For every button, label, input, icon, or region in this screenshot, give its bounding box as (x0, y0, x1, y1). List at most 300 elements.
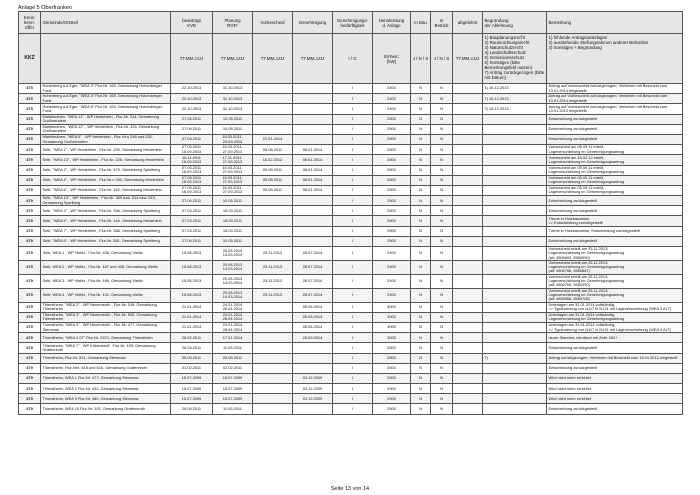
cell-ort: Marktleuthen, "WEA 11" , WP Heidehlein , Flur-Nr. 314, Gemarkung Großwendern (41, 114, 171, 124)
cell-begr (483, 333, 547, 343)
cell-begr (483, 312, 547, 322)
cell-planung: 10.05.2011 (213, 236, 253, 246)
cell-vorbescheid: 25.11.2013 (253, 288, 293, 302)
cell-bem: Wird nicht mehr errichtet (547, 373, 683, 383)
cell-bau: N (411, 226, 431, 236)
cell-bem: Unterlagen am 31.01.2014 vollständig, => Typänderung von N117 in N131 mit Lageverschiebung (WEA 4 ALT) (547, 322, 683, 332)
cell-ig: I (333, 247, 373, 261)
cell-genehmigung: 08.01.2014 (293, 175, 333, 185)
cell-genehmigung (293, 226, 333, 236)
cell-ort: Selb, "WEA 13" , WP Heidehlein , Flur-Nr. 225, Gemarkung Heidehlein (41, 155, 171, 165)
cell-planung: 16.03.2011, 27.09.2013 (213, 145, 253, 155)
cell-ig: I (333, 84, 373, 94)
cell-bem: Vorbescheid erteilt am 25.11.2013; Lageverschiebung im Genehmigungsantrag (alt: 4506768, 5560887) (547, 260, 683, 274)
cell-beantragt: 28.02.2011 (171, 333, 213, 343)
cell-bau: N (411, 260, 431, 274)
cell-ig: I (333, 236, 373, 246)
cell-ort: Selb, WEA 3 , WP Vielitz , Flur-Nr. 166, Gemarkung Vielitz (41, 274, 171, 288)
cell-begr: 7) (483, 353, 547, 363)
cell-begr: 7) 16.12.2013 (483, 94, 547, 104)
cell-ig: I (333, 216, 373, 226)
cell-kw: 2500 (373, 343, 411, 353)
cell-bem: Antrag auf Vorbescheid zurückgezogen; Verfahren mit Bescheid vom 13.01.2014 eingestellt (547, 104, 683, 114)
cell-bau: N (411, 216, 431, 226)
cell-betrieb: N (431, 104, 453, 114)
sub-date-vorbescheid: TT.MM.JJJJ (253, 34, 293, 84)
cell-abgelehnt (453, 124, 483, 134)
cell-genehmigung: 25.09.2014 (293, 333, 333, 343)
cell-ig: I (333, 206, 373, 216)
cell-ort: Thierstheim, Flur-Nr. 521, Gemarkung Stemmas (41, 353, 171, 363)
cell-betrieb: N (431, 404, 453, 414)
cell-ig: I (333, 302, 373, 312)
cell-planung: 16.03.2011, 27.09.2013 (213, 165, 253, 175)
cell-abgelehnt (453, 196, 483, 206)
table-row (19, 260, 683, 274)
cell-ort: Thierstheim, "WEA 4" , WP Neuenreuth , Flur-Nr. 477, Gemarkung Stemmas (41, 322, 171, 332)
cell-begr (483, 394, 547, 404)
cell-bem: Entscheidung zurückgestellt (547, 236, 683, 246)
table-row (19, 134, 683, 144)
cell-bau: N (411, 373, 431, 383)
cell-kkz: 479 (19, 312, 41, 322)
cell-kkz: 479 (19, 145, 41, 155)
cell-bau: N (411, 94, 431, 104)
cell-betrieb: N (431, 155, 453, 165)
cell-bau: N (411, 247, 431, 261)
cell-beantragt: 07.03.2011 16.09.2013 (171, 175, 213, 185)
cell-beantragt: 26.04.2011 (171, 343, 213, 353)
cell-beantragt: 22.10.2013 (171, 94, 213, 104)
cell-betrieb: N (431, 312, 453, 322)
cell-abgelehnt (453, 165, 483, 175)
cell-ort: Thierstheim, Flur-Nrn. 615 und 616, Gemarkung Grafenreuth (41, 363, 171, 373)
cell-kw: 2500 (373, 134, 411, 144)
cell-vorbescheid (253, 94, 293, 104)
cell-vorbescheid: 05.09.2011 (253, 185, 293, 195)
cell-begr (483, 226, 547, 236)
cell-bem: Entscheidung zurückgestellt (547, 363, 683, 373)
cell-kkz: 479 (19, 185, 41, 195)
cell-bem: Unterlagen am 31.01.2014 vollständig, => Typänderung von N117 in N131 mit Lageverschiebung (WEA 3 ALT) (547, 302, 683, 312)
cell-ig: I (333, 155, 373, 165)
cell-kw: 2400 (373, 274, 411, 288)
header-row (19, 12, 683, 34)
cell-kw: 3000 (373, 312, 411, 322)
cell-vorbescheid: 05.09.2011 (253, 175, 293, 185)
cell-bem: neuer Standort, identisch mit Zeile 299 ! (547, 333, 683, 343)
table-row (19, 343, 683, 353)
cell-ort: Thierstheim, WEA 10 Flur-Nr. 192, Gemarkung Grafenreuth (41, 404, 171, 414)
table-row (19, 384, 683, 394)
cell-genehmigung: 28.07.2014 (293, 288, 333, 302)
table-row (19, 165, 683, 175)
cell-kw: 2400 (373, 84, 411, 94)
cell-ort: Selb, "WEA 3" , WP Heidehlein , Flur-Nr. 396, Gemarkung Spielberg (41, 206, 171, 216)
cell-abgelehnt (453, 274, 483, 288)
cell-begr (483, 165, 547, 175)
cell-genehmigung (293, 216, 333, 226)
cell-planung: 20.08.2013 14.03.2014 (213, 274, 253, 288)
cell-bem: Entscheidung zurückgestellt (547, 404, 683, 414)
cell-kw: 2400 (373, 104, 411, 114)
cell-ig: I (333, 353, 373, 363)
cell-ort: Selb, "WEA 1" , WP Heidehlein , Flur-Nr. 259, Gemarkung Heidehlein (41, 145, 171, 155)
cell-bau: N (411, 145, 431, 155)
cell-ig: I (333, 165, 373, 175)
cell-betrieb: N (431, 322, 453, 332)
cell-ort: Thierstheim, "WEA 2" , WP Neuenreuth , Flur-Nr. 516, Gemarkung Thierstheim (41, 302, 171, 312)
cell-kkz: 479 (19, 260, 41, 274)
cell-beantragt: 07.03.2011 (171, 134, 213, 144)
cell-ig: I (333, 185, 373, 195)
cell-vorbescheid: 21.01.2014 (253, 134, 293, 144)
cell-genehmigung (293, 114, 333, 124)
cell-betrieb: N (431, 134, 453, 144)
cell-bem: Antrag auf Vorbescheid zurückgezogen; Verfahren mit Bescheid vom 13.01.2014 eingestellt (547, 84, 683, 94)
cell-kkz: 479 (19, 353, 41, 363)
cell-abgelehnt (453, 94, 483, 104)
cell-kw: 2500 (373, 236, 411, 246)
cell-beantragt: 07.03.2011 (171, 206, 213, 216)
cell-betrieb: N (431, 288, 453, 302)
cell-begr: 7) 16.12.2013 (483, 104, 547, 114)
cell-kkz: 479 (19, 165, 41, 175)
cell-bau: N (411, 353, 431, 363)
col-genehmigung: Genehmigung (293, 12, 333, 34)
col-bedarf: Genehmigungs- bedürftigkeit (333, 12, 373, 34)
cell-vorbescheid (253, 373, 293, 383)
cell-bem: Vorbescheid am 05.09.11 erteilt, Lageverschiebung im Genehmigungsantrag (547, 175, 683, 185)
cell-bau: N (411, 185, 431, 195)
cell-abgelehnt (453, 236, 483, 246)
cell-abgelehnt (453, 404, 483, 414)
cell-bem: Vorbescheid erteilt am 25.11.2013; Lageverschiebung im Genehmigungsantrag (alt: 4506765, 5560390) (547, 274, 683, 288)
cell-betrieb: N (431, 175, 453, 185)
cell-genehmigung: 03.12.2009 (293, 384, 333, 394)
cell-planung: 20.08.2013 14.03.2014 (213, 288, 253, 302)
cell-vorbescheid: 25.11.2013 (253, 247, 293, 261)
cell-kkz: 479 (19, 404, 41, 414)
cell-abgelehnt (453, 302, 483, 312)
cell-planung: 16.03.2011, 27.09.2013 (213, 175, 253, 185)
cell-bem: Entscheidung zurückgestellt (547, 134, 683, 144)
sub-reasons-legend: 1) Bauplanungsrecht 2) Raumordnungsrecht 3) Naturschutzrecht 4) Landschaftsschutz 5) Immissionsschutz 6) Sonstiges (bitte Bemerkungsfeld nutzen) 7) Antrag zurückgezogen (bitte mit Datum) (483, 34, 547, 84)
cell-ort: Selb, "WEA 5" , WP Heidehlein , Flur-Nr. 144, Gemarkung Heidehlein (41, 216, 171, 226)
table-row (19, 274, 683, 288)
cell-planung: 10.05.2011 (213, 114, 253, 124)
cell-vorbescheid (253, 384, 293, 394)
cell-ort: Thierstheim, "WEA 7" , WP Köberstedt", Flur-Nr. 109, Gemarkung Grafenreuth (41, 343, 171, 353)
cell-begr (483, 363, 547, 373)
cell-begr (483, 216, 547, 226)
cell-ig: I (333, 260, 373, 274)
cell-abgelehnt (453, 226, 483, 236)
cell-planung: 15.07.2009 (213, 384, 253, 394)
cell-ort: Selb, WEA 2 , WP Vielitz , Flur-Nr. 187 und 428, Gemarkung Vielitz (41, 260, 171, 274)
cell-begr (483, 404, 547, 414)
cell-beantragt: 27.04.2011 (171, 196, 213, 206)
cell-abgelehnt (453, 363, 483, 373)
cell-beantragt: 15.08.2013 (171, 288, 213, 302)
cell-vorbescheid (253, 353, 293, 363)
cell-begr: 1) 16.12.2013 (483, 84, 547, 94)
cell-bem: Vorbescheid am 05.09.11 erteilt, Lageverschiebung im Genehmigungsantrag (547, 145, 683, 155)
cell-planung: 05.09.2011 (213, 353, 253, 363)
cell-ort: Thierstheim, WEA 2 Flur-Nr. 432, Gemarkung Stemmas (41, 384, 171, 394)
table-row (19, 104, 683, 114)
sub-jns-betrieb: J / N / S (431, 34, 453, 84)
cell-bau: N (411, 134, 431, 144)
cell-planung: 02.02.2011 (213, 363, 253, 373)
table-row (19, 185, 683, 195)
cell-beantragt: 05.09.2011 (171, 353, 213, 363)
cell-ort: Marktleuthen, "WEA 6" , WP Heidehlein , Flur-Nr.n 248 und 252, Gemarkung Großwendern (41, 134, 171, 144)
cell-kw: 3000 (373, 322, 411, 332)
table-row (19, 216, 683, 226)
col-nennleistung: Nennleistung d. Anlage (373, 12, 411, 34)
cell-betrieb: N (431, 353, 453, 363)
table-row (19, 84, 683, 94)
cell-begr (483, 288, 547, 302)
cell-kw: 2500 (373, 175, 411, 185)
cell-vorbescheid (253, 333, 293, 343)
cell-abgelehnt (453, 333, 483, 343)
subheader-row (19, 34, 683, 84)
cell-bem: Entscheidung zurückgestellt (547, 343, 683, 353)
cell-beantragt: 22.10.2013 (171, 84, 213, 94)
cell-begr (483, 247, 547, 261)
page-number: Seite 13 von 14 (330, 486, 370, 492)
cell-abgelehnt (453, 185, 483, 195)
cell-genehmigung: 28.07.2014 (293, 260, 333, 274)
col-inbau: In Bau (411, 12, 431, 34)
table-row (19, 155, 683, 165)
cell-kw: 2400 (373, 288, 411, 302)
cell-bem: Vorbescheid am 05.09.11 erteilt, Lageverschiebung im Genehmigungsantrag (547, 185, 683, 195)
table-row (19, 322, 683, 332)
cell-begr (483, 134, 547, 144)
cell-kw: 2400 (373, 94, 411, 104)
cell-kw: 2400 (373, 260, 411, 274)
cell-bem: Entscheidung zurückgestellt (547, 114, 683, 124)
cell-vorbescheid (253, 302, 293, 312)
cell-begr (483, 114, 547, 124)
cell-betrieb: N (431, 226, 453, 236)
cell-ig: I (333, 196, 373, 206)
col-vorbescheid: Vorbescheid (253, 12, 293, 34)
cell-begr (483, 206, 547, 216)
cell-genehmigung (293, 404, 333, 414)
cell-genehmigung: 08.01.2014 (293, 145, 333, 155)
wind-turbine-table (18, 11, 683, 415)
table-row (19, 196, 683, 206)
cell-bau: N (411, 322, 431, 332)
cell-betrieb: N (431, 185, 453, 195)
cell-abgelehnt (453, 134, 483, 144)
cell-bem: Wird nicht mehr errichtet (547, 394, 683, 404)
cell-betrieb: N (431, 247, 453, 261)
table-row (19, 124, 683, 134)
sub-date-genehmigung: TT.MM.JJJJ (293, 34, 333, 84)
cell-beantragt: 21.01.2014 (171, 302, 213, 312)
col-kreis: Kreis- kenn- ziffer (19, 12, 41, 34)
cell-genehmigung: 08.01.2014 (293, 155, 333, 165)
cell-kkz: 475 (19, 134, 41, 144)
cell-genehmigung: 05.08.2014 (293, 312, 333, 322)
cell-kw: 2000 (373, 373, 411, 383)
cell-betrieb: N (431, 165, 453, 175)
cell-ort: Selb, "WEA 2" , WP Heidehlein , Flur-Nr. 579, Gemarkung Spielberg (41, 165, 171, 175)
cell-planung: 31.10.2013 (213, 84, 253, 94)
cell-kkz: 475 (19, 104, 41, 114)
cell-beantragt: 07.03.2011 (171, 226, 213, 236)
cell-vorbescheid (253, 114, 293, 124)
col-gemeinde: Gemeinde/Ortsteil (41, 12, 171, 34)
cell-kkz: 479 (19, 322, 41, 332)
cell-ig: I (333, 274, 373, 288)
cell-bau: N (411, 124, 431, 134)
cell-genehmigung: 28.07.2014 (293, 274, 333, 288)
cell-abgelehnt (453, 384, 483, 394)
cell-genehmigung: 08.01.2014 (293, 185, 333, 195)
cell-planung: 20.08.2013 14.03.2014 (213, 260, 253, 274)
col-begruendung: Begründung der Ablehnung (483, 12, 547, 34)
cell-genehmigung (293, 353, 333, 363)
table-row (19, 114, 683, 124)
cell-beantragt: 27.04.2011 (171, 124, 213, 134)
cell-kkz: 479 (19, 155, 41, 165)
cell-kw: 2500 (373, 185, 411, 195)
cell-ig: I (333, 145, 373, 155)
cell-vorbescheid (253, 236, 293, 246)
cell-beantragt: 01.02.2011 (171, 363, 213, 373)
cell-ort: Hohenberg a.d.Eger, "WEA 4" Flur-Nr. 169, Gemarkung Hohenberger Forst (41, 94, 171, 104)
cell-bem: Vorbescheid am 05.09.11 erteilt, Lageverschiebung im Genehmigungsantrag (547, 165, 683, 175)
cell-betrieb: N (431, 260, 453, 274)
cell-beantragt: 15.07.2009 (171, 384, 213, 394)
cell-ig: I (333, 404, 373, 414)
table-row (19, 175, 683, 185)
cell-beantragt: 21.01.2014 (171, 312, 213, 322)
cell-abgelehnt (453, 247, 483, 261)
cell-bau: N (411, 384, 431, 394)
cell-bem: Vorbescheid erteilt am 25.11.2013; Lageverschiebung im Genehmigungsantrag (alt: 4506605, 5560990) (547, 247, 683, 261)
cell-genehmigung: 03.12.2009 (293, 394, 333, 404)
table-row (19, 145, 683, 155)
cell-betrieb: N (431, 145, 453, 155)
cell-planung: 31.10.2013 (213, 104, 253, 114)
cell-vorbescheid: 05.08.2011 (253, 145, 293, 155)
table-row (19, 94, 683, 104)
cell-beantragt: 15.08.2013 (171, 247, 213, 261)
cell-genehmigung (293, 124, 333, 134)
table-row (19, 247, 683, 261)
cell-bau: N (411, 84, 431, 94)
table-row (19, 353, 683, 363)
cell-ort: Selb, "WEA 6" , WP Heidehlein , Flur-Nr. 162, Gemarkung Heidehlein (41, 185, 171, 195)
cell-kw: 2500 (373, 363, 411, 373)
cell-begr (483, 175, 547, 185)
cell-betrieb: N (431, 373, 453, 383)
cell-ort: Hohenberg a.d.Eger, "WEA 5" Flur-Nr. 169, Gemarkung Hohenberger Forst (41, 104, 171, 114)
cell-beantragt: 22.10.2013 (171, 104, 213, 114)
cell-betrieb: N (431, 236, 453, 246)
sub-kkz: KKZ (19, 34, 41, 84)
cell-kkz: 479 (19, 373, 41, 383)
cell-begr (483, 302, 547, 312)
sub-date-abgelehnt: TT.MM.JJJJ (453, 34, 483, 84)
cell-begr (483, 384, 547, 394)
cell-bau: N (411, 274, 431, 288)
cell-vorbescheid (253, 216, 293, 226)
cell-planung: 31.10.2013 (213, 94, 253, 104)
cell-betrieb: N (431, 124, 453, 134)
cell-betrieb: N (431, 196, 453, 206)
cell-begr (483, 155, 547, 165)
col-planung: Planung ROFr (213, 12, 253, 34)
cell-genehmigung (293, 84, 333, 94)
cell-bau: N (411, 312, 431, 322)
cell-kkz: 479 (19, 175, 41, 185)
cell-betrieb: N (431, 206, 453, 216)
cell-vorbescheid (253, 196, 293, 206)
cell-kw: 2500 (373, 404, 411, 414)
cell-kw: 2500 (373, 124, 411, 134)
cell-kkz: 479 (19, 302, 41, 312)
cell-planung: 24.01.2014 28.04.2014 (213, 302, 253, 312)
cell-ig: I (333, 175, 373, 185)
cell-bem: Entscheidung zurückgestellt (547, 124, 683, 134)
cell-kw: 2500 (373, 145, 411, 155)
cell-ort: Thierstheim, WEA 1 Flur-Nr. 477, Gemarkung Stemmas (41, 373, 171, 383)
cell-beantragt: 27.04.2011 (171, 114, 213, 124)
col-abgelehnt: abgelehnt (453, 12, 483, 34)
cell-kw: 2500 (373, 196, 411, 206)
cell-begr (483, 343, 547, 353)
cell-begr (483, 322, 547, 332)
table-row (19, 373, 683, 383)
cell-vorbescheid: 25.11.2013 (253, 260, 293, 274)
cell-vorbescheid: 25.11.2013 (253, 274, 293, 288)
cell-ig: I (333, 104, 373, 114)
annex-label: Anlage 5 Oberfranken (18, 5, 72, 11)
table-row (19, 333, 683, 343)
cell-abgelehnt (453, 216, 483, 226)
cell-ig: I (333, 394, 373, 404)
cell-vorbescheid: 05.09.2011 (253, 165, 293, 175)
cell-kkz: 475 (19, 84, 41, 94)
cell-begr (483, 196, 547, 206)
table-row (19, 206, 683, 216)
cell-bem: Türme in Holzbauweise => Entscheidung zurückgestellt (547, 216, 683, 226)
cell-kkz: 475 (19, 114, 41, 124)
cell-bem: Vorbescheid erteilt am 25.11.2013; Lageverschiebung im Genehmigungsantrag (alt: 4506968, 5560705) (547, 288, 683, 302)
col-bemerkung: Bemerkung (547, 12, 683, 34)
sub-jns-bau: J / N / S (411, 34, 431, 84)
col-beantragt: beantragt KVB (171, 12, 213, 34)
cell-ig: I (333, 94, 373, 104)
cell-ort: Selb, "WEA 9" , WP Heidehlein , Flur-Nr. 581, Gemarkung Spielberg (41, 236, 171, 246)
table-row (19, 312, 683, 322)
cell-beantragt: 27.04.2011 (171, 236, 213, 246)
cell-bau: N (411, 363, 431, 373)
cell-ig: I (333, 134, 373, 144)
cell-abgelehnt (453, 288, 483, 302)
cell-genehmigung: 05.08.2014 (293, 302, 333, 312)
sub-notes-legend: 1) fehlende Antragsunterlagen 2) ausstehende Stellungnahmen anderer Behörden 3) Sonstiges + Begründung (547, 34, 683, 84)
cell-kw: 2500 (373, 226, 411, 236)
